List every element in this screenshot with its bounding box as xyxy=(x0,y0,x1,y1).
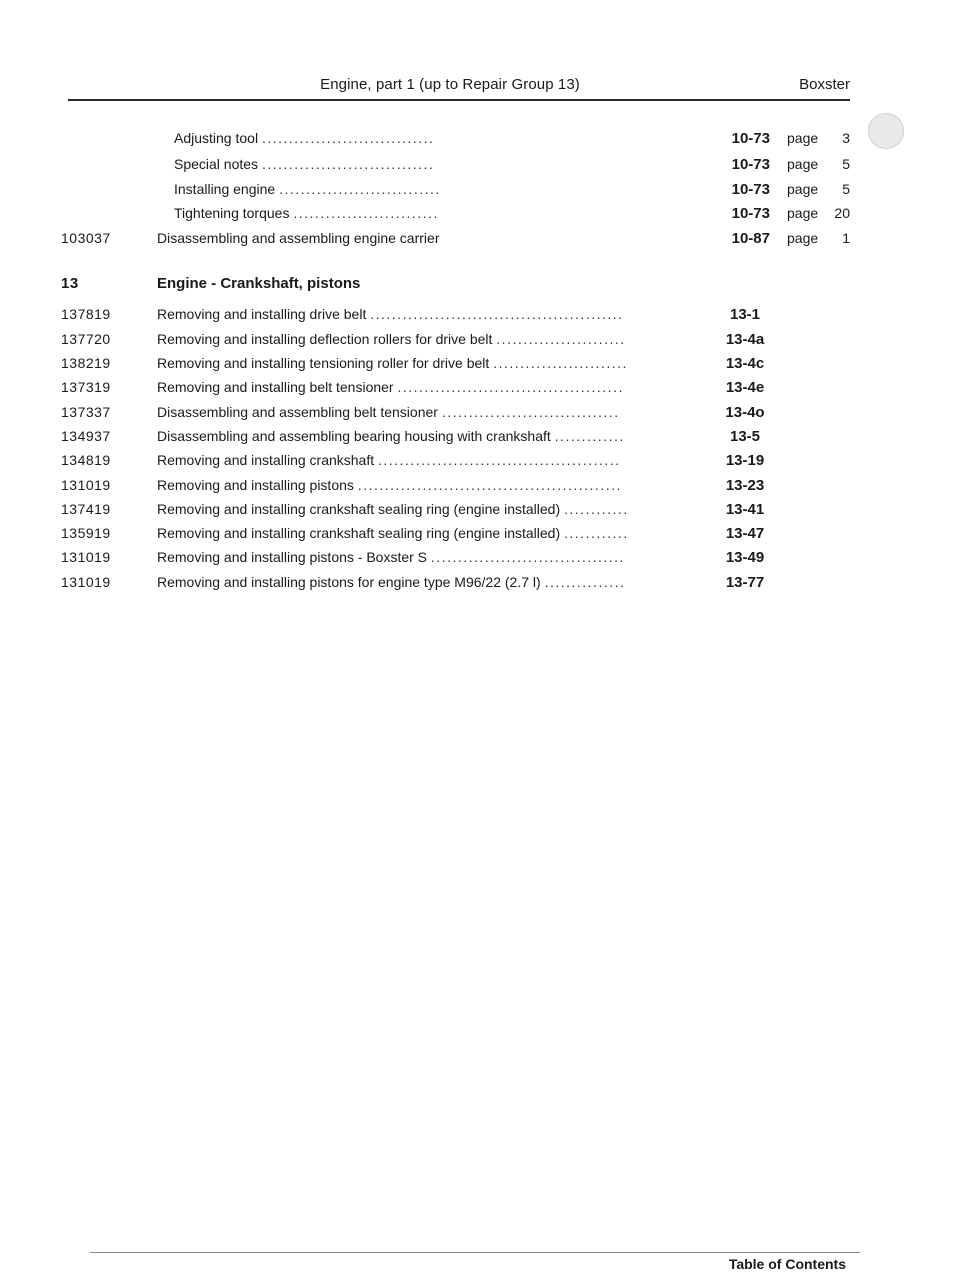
toc-entry[interactable] xyxy=(0,574,960,598)
dot-leader: ............ xyxy=(564,525,629,541)
toc-entry[interactable] xyxy=(0,331,960,355)
entry-number: 137419 xyxy=(61,501,111,517)
dot-leader: ............ xyxy=(564,501,629,517)
entry-description: Disassembling and assembling belt tensioner xyxy=(157,404,438,420)
page-number: 20 xyxy=(834,205,850,221)
toc-sub-entry[interactable] xyxy=(0,205,960,229)
toc-sub-entry[interactable] xyxy=(0,130,960,154)
toc-entry[interactable] xyxy=(0,549,960,573)
entry-reference: 13-49 xyxy=(725,549,765,566)
page-label: page xyxy=(787,130,819,146)
entry-reference: 13-1 xyxy=(729,306,761,323)
toc-entry[interactable] xyxy=(0,230,960,254)
header-brand: Boxster xyxy=(799,76,850,93)
entry-description: Removing and installing deflection rollers for drive belt xyxy=(157,331,493,347)
toc-sub-entry[interactable] xyxy=(0,156,960,180)
entry-number: 103037 xyxy=(61,230,111,246)
entry-reference: 13-4o xyxy=(725,404,765,421)
dot-leader: ............. xyxy=(554,428,625,444)
entry-reference: 13-4e xyxy=(725,379,765,396)
entry-number: 134819 xyxy=(61,452,111,468)
dot-leader: ........................... xyxy=(293,205,439,221)
entry-reference: 13-41 xyxy=(725,501,765,518)
entry-description: Removing and installing crankshaft sealing ring (engine installed) xyxy=(157,501,561,517)
dot-leader: ........................ xyxy=(496,331,626,347)
entry-description: Removing and installing pistons - Boxster S xyxy=(157,549,428,565)
entry-description: Disassembling and assembling engine carrier xyxy=(157,230,440,246)
entry-number: 137819 xyxy=(61,306,111,322)
entry-description: Removing and installing pistons xyxy=(157,477,354,493)
entry-description: Adjusting tool xyxy=(174,130,259,146)
header-title: Engine, part 1 (up to Repair Group 13) xyxy=(320,76,580,93)
dot-leader: ................................ xyxy=(261,156,435,172)
group-title: Engine - Crankshaft, pistons xyxy=(157,275,361,292)
entry-reference: 13-4a xyxy=(725,331,765,348)
entry-reference: 13-19 xyxy=(725,452,765,469)
page-label: page xyxy=(787,156,819,172)
entry-reference: 10-73 xyxy=(731,181,770,198)
entry-description: Tightening torques xyxy=(174,205,290,221)
entry-number: 137319 xyxy=(61,379,111,395)
entry-number: 131019 xyxy=(61,574,111,590)
page-number: 3 xyxy=(842,130,850,146)
dot-leader: ............... xyxy=(544,574,626,590)
page-label: page xyxy=(787,230,819,246)
toc-entry[interactable] xyxy=(0,379,960,403)
page-number: 1 xyxy=(842,230,850,246)
toc-entry[interactable] xyxy=(0,525,960,549)
entry-description: Installing engine xyxy=(174,181,276,197)
dot-leader: ................................. xyxy=(441,404,620,420)
toc-entry[interactable] xyxy=(0,452,960,476)
entry-description: Removing and installing belt tensioner xyxy=(157,379,394,395)
entry-reference: 13-4c xyxy=(725,355,765,372)
entry-number: 137337 xyxy=(61,404,111,420)
footer-divider xyxy=(90,1252,860,1253)
entry-reference: 13-47 xyxy=(725,525,765,542)
dot-leader: ................................................. xyxy=(357,477,622,493)
table-of-contents-link[interactable]: Table of Contents xyxy=(728,1256,846,1272)
dot-leader: ......................... xyxy=(493,355,628,371)
toc-entry[interactable] xyxy=(0,306,960,330)
page-number: 5 xyxy=(842,156,850,172)
dot-leader: .............................. xyxy=(279,181,441,197)
entry-description: Special notes xyxy=(174,156,259,172)
entry-description: Removing and installing pistons for engine type M96/22 (2.7 l) xyxy=(157,574,541,590)
header-divider xyxy=(68,99,850,101)
toc-entry[interactable] xyxy=(0,428,960,452)
entry-number: 138219 xyxy=(61,355,111,371)
entry-number: 137720 xyxy=(61,331,111,347)
entry-description: Removing and installing crankshaft xyxy=(157,452,375,468)
dot-leader: ................................ xyxy=(261,130,435,146)
entry-description: Removing and installing crankshaft sealing ring (engine installed) xyxy=(157,525,561,541)
entry-number: 135919 xyxy=(61,525,111,541)
toc-sub-entry[interactable] xyxy=(0,181,960,205)
dot-leader: ............................................. xyxy=(378,452,621,468)
entry-reference: 13-23 xyxy=(725,477,765,494)
dot-leader: ............................................... xyxy=(370,306,624,322)
entry-description: Removing and installing tensioning roller for drive belt xyxy=(157,355,490,371)
entry-description: Disassembling and assembling bearing housing with crankshaft xyxy=(157,428,551,444)
entry-reference: 10-73 xyxy=(731,156,770,173)
entry-number: 131019 xyxy=(61,477,111,493)
entry-reference: 13-5 xyxy=(729,428,761,445)
toc-entry[interactable] xyxy=(0,355,960,379)
dot-leader: .......................................... xyxy=(397,379,624,395)
page-label: page xyxy=(787,205,819,221)
group-heading xyxy=(0,275,960,299)
group-number: 13 xyxy=(61,275,79,292)
page-label: page xyxy=(787,181,819,197)
toc-entry[interactable] xyxy=(0,501,960,525)
page-number: 5 xyxy=(842,181,850,197)
toc-entry[interactable] xyxy=(0,404,960,428)
entry-number: 134937 xyxy=(61,428,111,444)
toc-entry[interactable] xyxy=(0,477,960,501)
entry-reference: 13-77 xyxy=(725,574,765,591)
dot-leader: .................................... xyxy=(430,549,625,565)
entry-description: Removing and installing drive belt xyxy=(157,306,367,322)
entry-number: 131019 xyxy=(61,549,111,565)
entry-reference: 10-73 xyxy=(731,130,770,147)
entry-reference: 10-87 xyxy=(731,230,770,247)
entry-reference: 10-73 xyxy=(731,205,770,222)
